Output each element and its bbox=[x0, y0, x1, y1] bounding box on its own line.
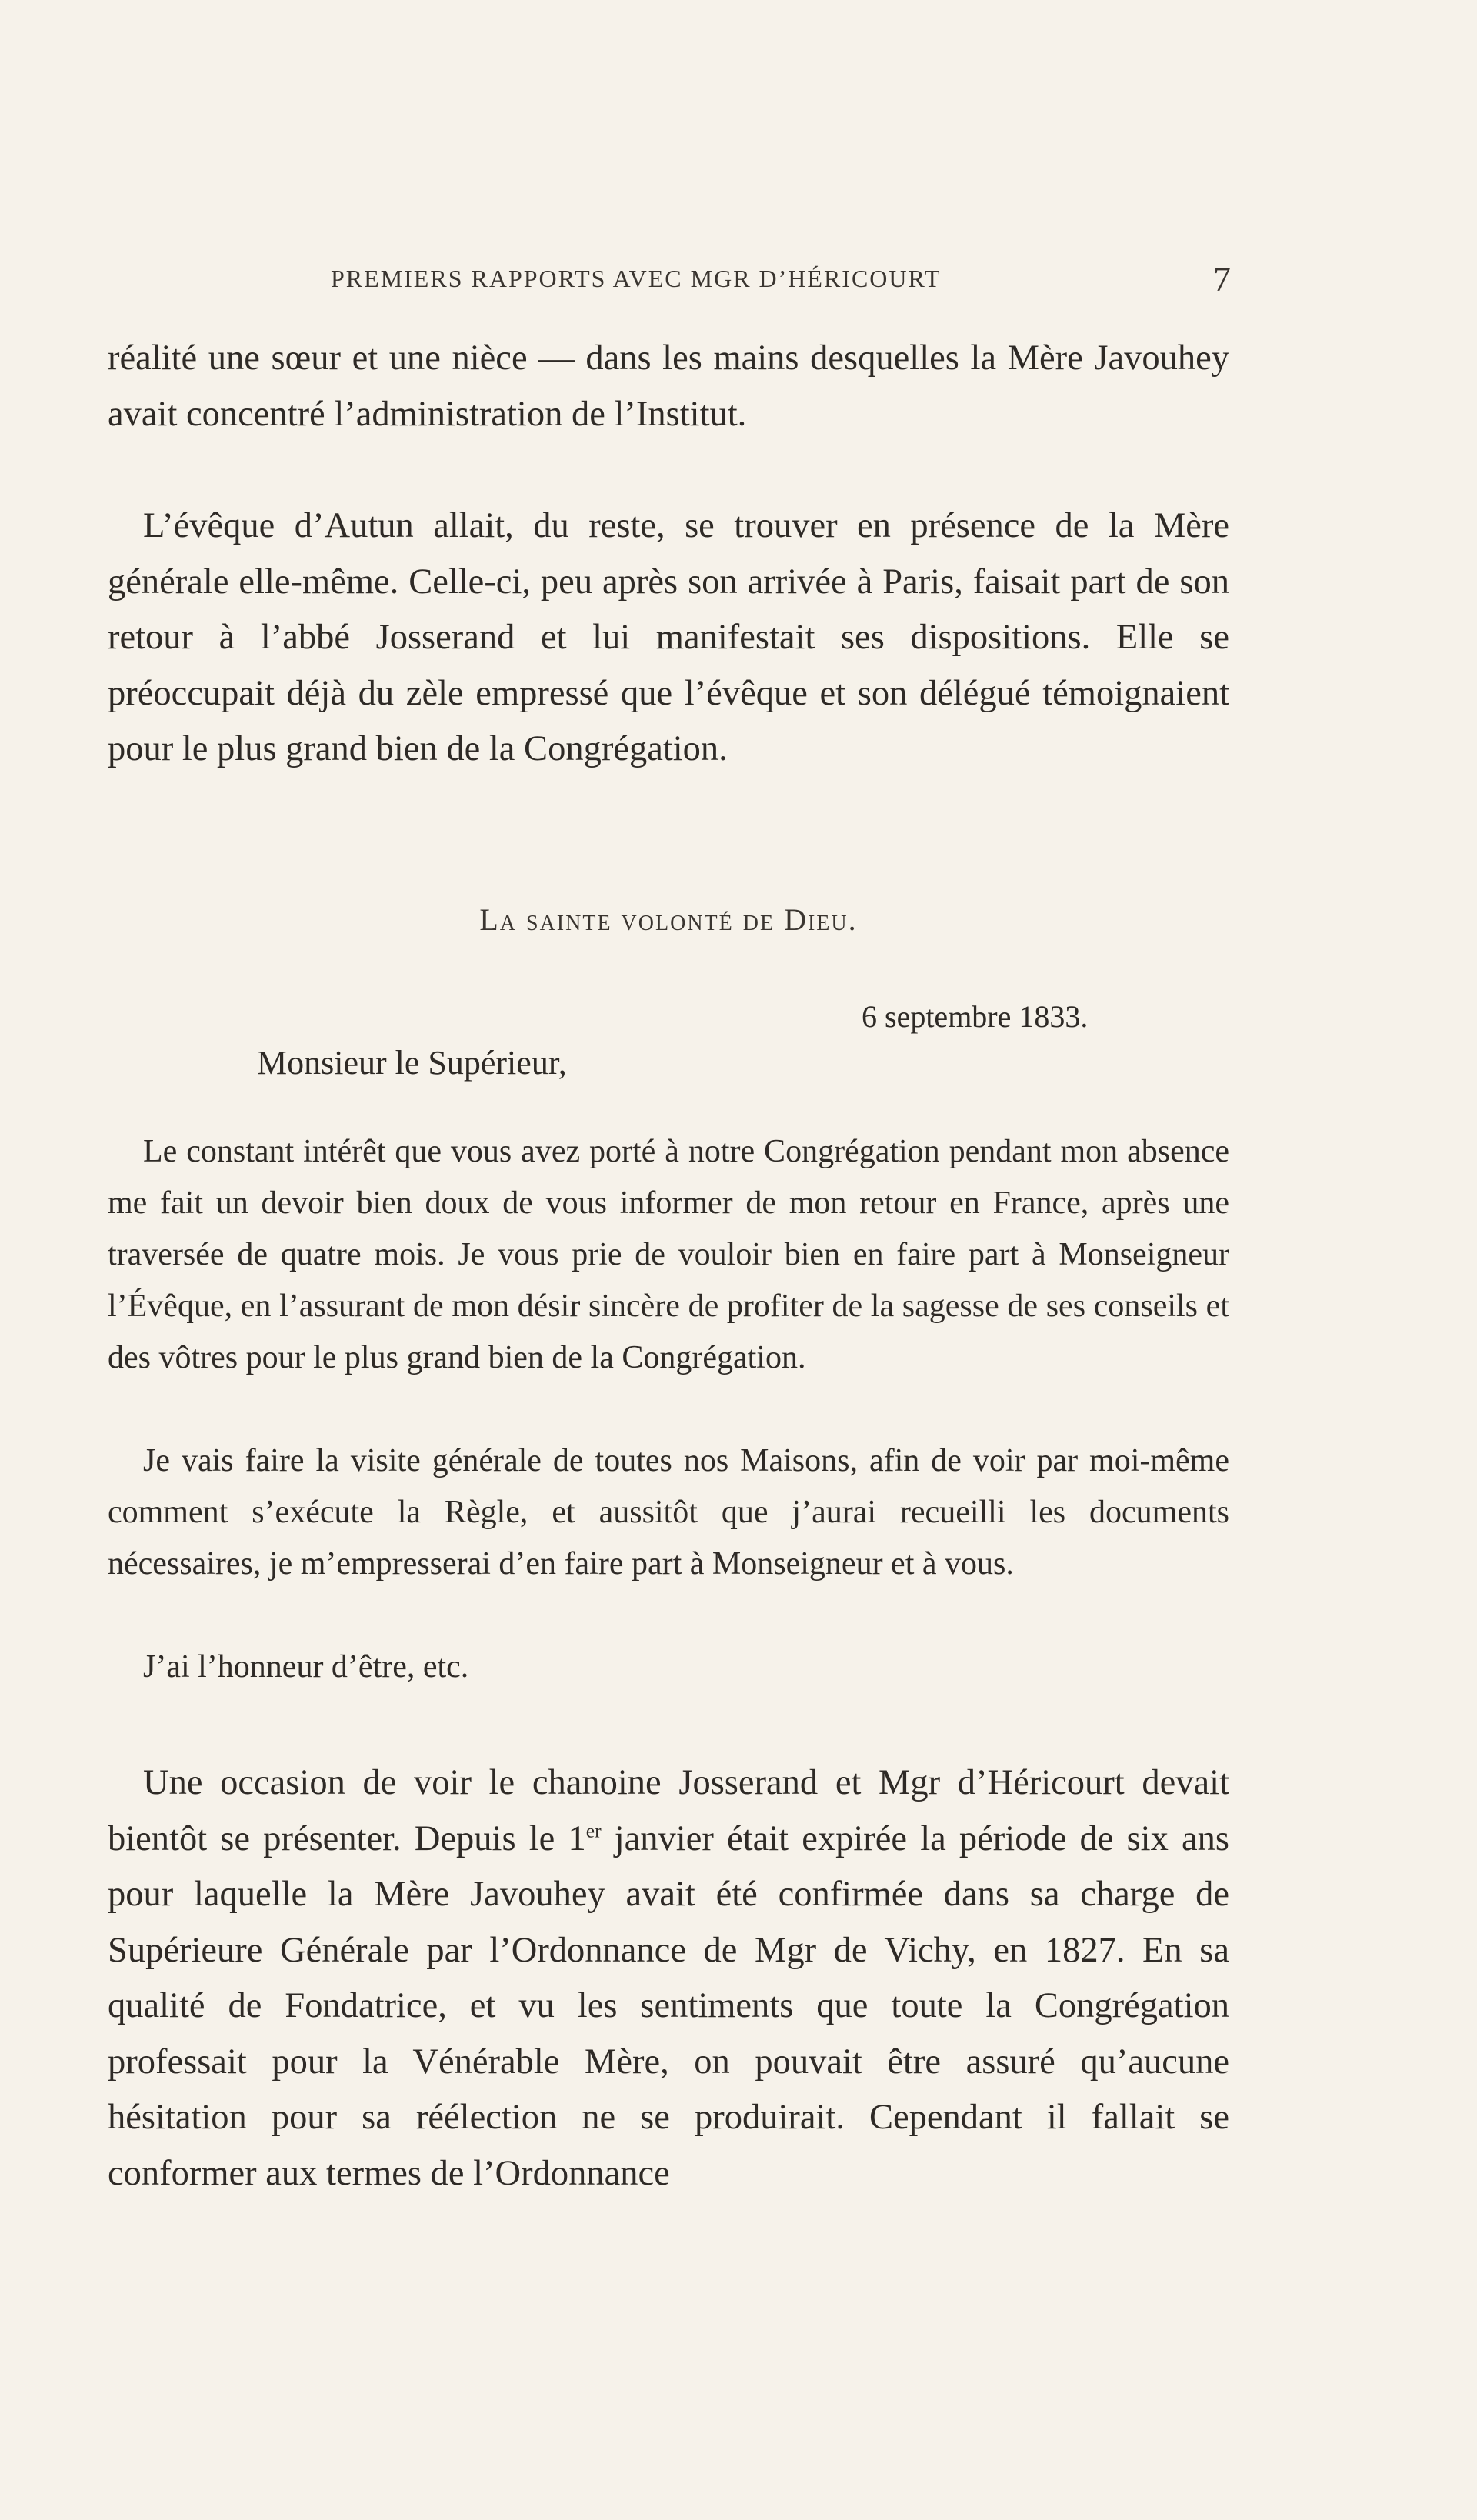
letter-date: 6 septembre 1833. bbox=[862, 999, 1089, 1034]
paragraph-eveque-autun: L’évêque d’Autun allait, du reste, se trouver en présence de la Mère générale elle-même. Celle-ci, peu après son arrivée à Paris, faisait part de son retour à l’abbé Josserand et lui manifestait ses dispositions. Elle se préoccupait déjà du zèle empressé que l’évêque et son délégué témoignaient pour le plus grand bien de la Congrégation. bbox=[108, 506, 1229, 768]
letter-salutation: Monsieur le Supérieur, bbox=[257, 1044, 567, 1082]
paragraph-occasion bbox=[108, 1755, 1229, 2202]
running-head bbox=[108, 258, 1231, 305]
letter-heading: La sainte volonté de Dieu. bbox=[479, 902, 858, 937]
paragraph-continuation: réalité une sœur et une nièce — dans les mains desquelles la Mère Javouhey avait concentré l’administration de l’Institut. bbox=[108, 338, 1229, 434]
paragraph-occasion-start: Une occasion de voir le chanoine Josserand et Mgr d’Héricourt devait bientôt se présenter. Depuis le 1 bbox=[108, 1763, 1229, 1858]
letter-paragraph-1: Le constant intérêt que vous avez porté à notre Congrégation pendant mon absence me fait un devoir bien doux de vous informer de mon retour en France, après une traversée de quatre mois. Je vous prie de vouloir bien en faire part à Monseigneur l’Évêque, en l’assurant de mon désir sincère de profiter de la sagesse de ses conseils et des vôtres pour le plus grand bien de la Congrégation. bbox=[108, 1134, 1229, 1375]
page-number: 7 bbox=[1213, 259, 1231, 298]
paragraph-occasion-end: janvier était expirée la période de six ans pour laquelle la Mère Javouhey avait été confirmée dans sa charge de Supérieure Générale par l’Ordonnance de Mgr de Vichy, en 1827. En sa qualité de Fondatrice, et vu les sentiments que toute la Congrégation professait pour la Vénérable Mère, on pouvait être assuré qu’aucune hésitation pour sa réélection ne se produirait. Cependant il fallait se conformer aux termes de l’Ordonnance bbox=[108, 1818, 1229, 2193]
letter-paragraph-2: Je vais faire la visite générale de toutes nos Maisons, afin de voir par moi-même comment s’exécute la Règle, et aussitôt que j’aurai recueilli les documents nécessaires, je m’empresserai d’en faire part à Monseigneur et à vous. bbox=[108, 1443, 1229, 1582]
letter-closing: J’ai l’honneur d’être, etc. bbox=[143, 1649, 469, 1685]
running-title: PREMIERS RAPPORTS AVEC MGR D’HÉRICOURT bbox=[331, 265, 942, 292]
ordinal-superscript: er bbox=[585, 1819, 602, 1842]
